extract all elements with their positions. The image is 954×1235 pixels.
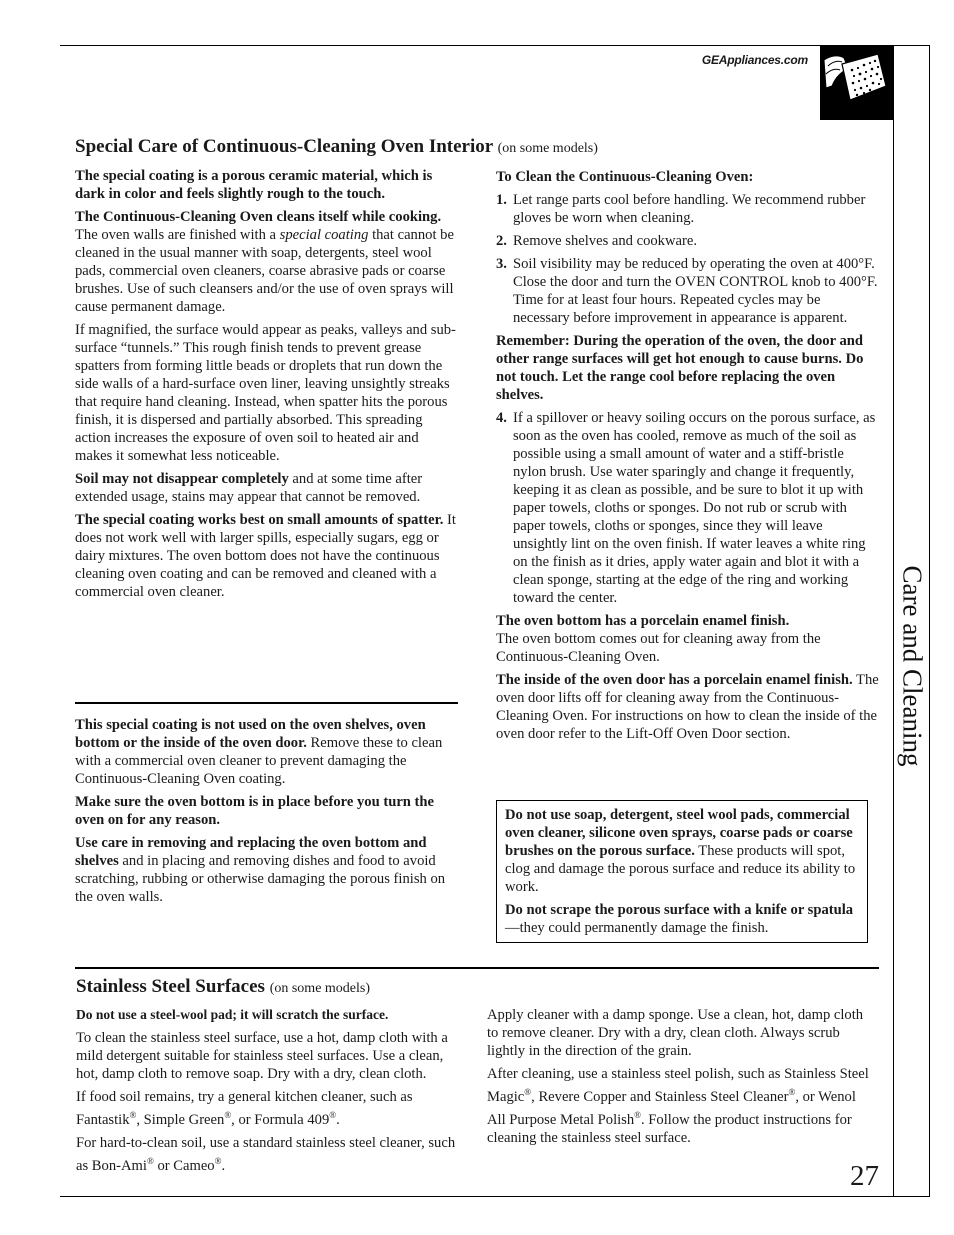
section-title-stainless (76, 976, 370, 998)
food-soil-paragraph: If food soil remains, try a general kitchen cleaner, such as Fantastik®, Simple Green®, or Formula 409®. (76, 1089, 413, 1128)
section-title-continuous-cleaning (75, 136, 598, 158)
side-tab-title: Care and Cleaning (897, 565, 927, 767)
warning-products: Do not use soap, detergent, steel wool pads, commercial oven cleaner, silicone oven sprays, coarse pads or coarse brushes on the porous surface. These products will spot, clog and damage the porous surface and reduce its ability to work. (505, 807, 856, 895)
section1-right-column (496, 168, 880, 748)
warning-box (496, 800, 868, 943)
section-title-note: (on some models) (269, 981, 371, 996)
section-title-note: (on some models) (497, 141, 598, 156)
section1-left-column-lower (75, 716, 459, 911)
self-clean-paragraph: The Continuous-Cleaning Oven cleans itself while cooking. The oven walls are finished with a special coating that cannot be cleaned in the usual manner with soap, detergents, steel wool pads, commercial oven cleaners, coarse abrasive pads or coarse brushes. Use of such cleansers and/or the use of oven sprays will cause permanent damage. (75, 209, 454, 315)
polish-paragraph: After cleaning, use a stainless steel polish, such as Stainless Steel Magic®, Revere Copper and Stainless Steel Cleaner®, or Wenol All Purpose Metal Polish®. Follow the product instructions for cleaning the stainless steel surface. (487, 1066, 869, 1146)
section2-right-column (487, 1006, 877, 1152)
oven-door-paragraph: The inside of the oven door has a porcelain enamel finish. The oven door lifts off for cleaning away from the Continuous-Cleaning Oven. For instructions on how to clean the inside of the oven door refer to the Lift-Off Oven Door section. (496, 672, 879, 742)
bottom-rule (60, 1196, 930, 1197)
oven-bottom-warning: Make sure the oven bottom is in place before you turn the oven on for any reason. (75, 794, 435, 828)
left-divider (75, 702, 458, 704)
oven-bottom-paragraph: The oven bottom has a porcelain enamel finish. The oven bottom comes out for cleaning away from the Continuous-Cleaning Oven. (496, 613, 821, 665)
steel-wool-warning: Do not use a steel-wool pad; it will scratch the surface. (76, 1007, 389, 1022)
cleaning-steps-list-continued (496, 409, 880, 607)
magnified-surface-paragraph: If magnified, the surface would appear as peaks, valleys and sub-surface “tunnels.” This rough finish tends to prevent grease spatters from forming little beads or droplets that run down the side walls of a hard-surface oven liner, leaving unsightly streaks that require hand cleaning. Instead, when spatter hits the porous finish, it is dispersed and partially absorbed. This spreading action increases the exposure of oven soil to heated air and makes it somewhat less noticeable. (75, 322, 456, 464)
hard-soil-paragraph: For hard-to-clean soil, use a standard stainless steel cleaner, such as Bon-Ami® or Cameo®. (76, 1134, 456, 1174)
section2-left-column (76, 1006, 461, 1180)
page-number: 27 (850, 1160, 879, 1192)
coating-not-used-paragraph: This special coating is not used on the oven shelves, oven bottom or the inside of the oven door. Remove these to clean with a commercial oven cleaner to prevent damaging the Continuous-Cleaning Oven coating. (75, 717, 443, 787)
soil-paragraph: Soil may not disappear completely and at some time after extended usage, stains may appear that cannot be removed. (75, 471, 423, 505)
section1-left-column (75, 167, 459, 606)
list-item: 3. Soil visibility may be reduced by operating the oven at 400°F. Close the door and turn the OVEN CONTROL knob to 400°F. Time for at least four hours. Repeated cycles may be necessary before improvement in appearance is apparent. (496, 256, 878, 326)
list-item: 1. Let range parts cool before handling. We recommend rubber gloves be worn when cleaning. (496, 192, 866, 226)
side-tab (893, 46, 930, 1196)
list-item: 2. Remove shelves and cookware. (496, 233, 697, 249)
stainless-clean-paragraph: To clean the stainless steel surface, use a hot, damp cloth with a mild detergent suitable for stainless steel surfaces. Use a clean, hot, damp cloth to remove soap. Dry with a dry, clean cloth. (76, 1030, 448, 1082)
spatter-paragraph: The special coating works best on small amounts of spatter. It does not work well with larger spills, especially sugars, egg or dairy mixtures. The oven bottom does not have the continuous cleaning oven coating and can be removed and cleaned with a commercial oven cleaner. (75, 512, 456, 600)
apply-cleaner-paragraph: Apply cleaner with a damp sponge. Use a clean, hot, damp cloth to remove cleaner. Dry with a dry, clean cloth. Always scrub lightly in the direction of the grain. (487, 1007, 864, 1059)
section-title-text: Stainless Steel Surfaces (76, 976, 265, 997)
list-item: 4. If a spillover or heavy soiling occurs on the porous surface, as soon as the oven has cooled, remove as much of the soil as possible using a small amount of water and a stiff-bristle nylon brush. Use water sparingly and change it frequently, keeping it as clean as possible, and be sure to blot it up with paper towels, cloths or sponges. Do not rub or scrub with paper towels, cloths or sponges, since they will leave unsightly lint on the oven finish. If water leaves a white ring on the finish as it dries, apply water again and blot it with a clean sponge, starting at the edge of the ring and working toward the center. (496, 410, 876, 606)
top-rule (60, 45, 930, 46)
cleaning-steps-heading: To Clean the Continuous-Cleaning Oven: (496, 169, 754, 185)
section-title-text: Special Care of Continuous-Cleaning Oven Interior (75, 136, 493, 157)
cleaning-steps-list (496, 191, 880, 327)
cleaning-sponge-icon (820, 46, 893, 120)
warning-scrape: Do not scrape the porous surface with a knife or spatula—they could permanently damage the finish. (505, 902, 854, 936)
section-divider (75, 967, 879, 969)
website-url[interactable]: GEAppliances.com (701, 53, 808, 67)
coating-description: The special coating is a porous ceramic material, which is dark in color and feels slightly rough to the touch. (75, 168, 433, 202)
care-paragraph: Use care in removing and replacing the oven bottom and shelves and in placing and removing dishes and food to avoid scratching, rubbing or otherwise damaging the porous finish on the oven walls. (75, 835, 446, 905)
remember-warning: Remember: During the operation of the oven, the door and other range surfaces will get hot enough to cause burns. Do not touch. Let the range cool before replacing the oven shelves. (496, 333, 864, 403)
